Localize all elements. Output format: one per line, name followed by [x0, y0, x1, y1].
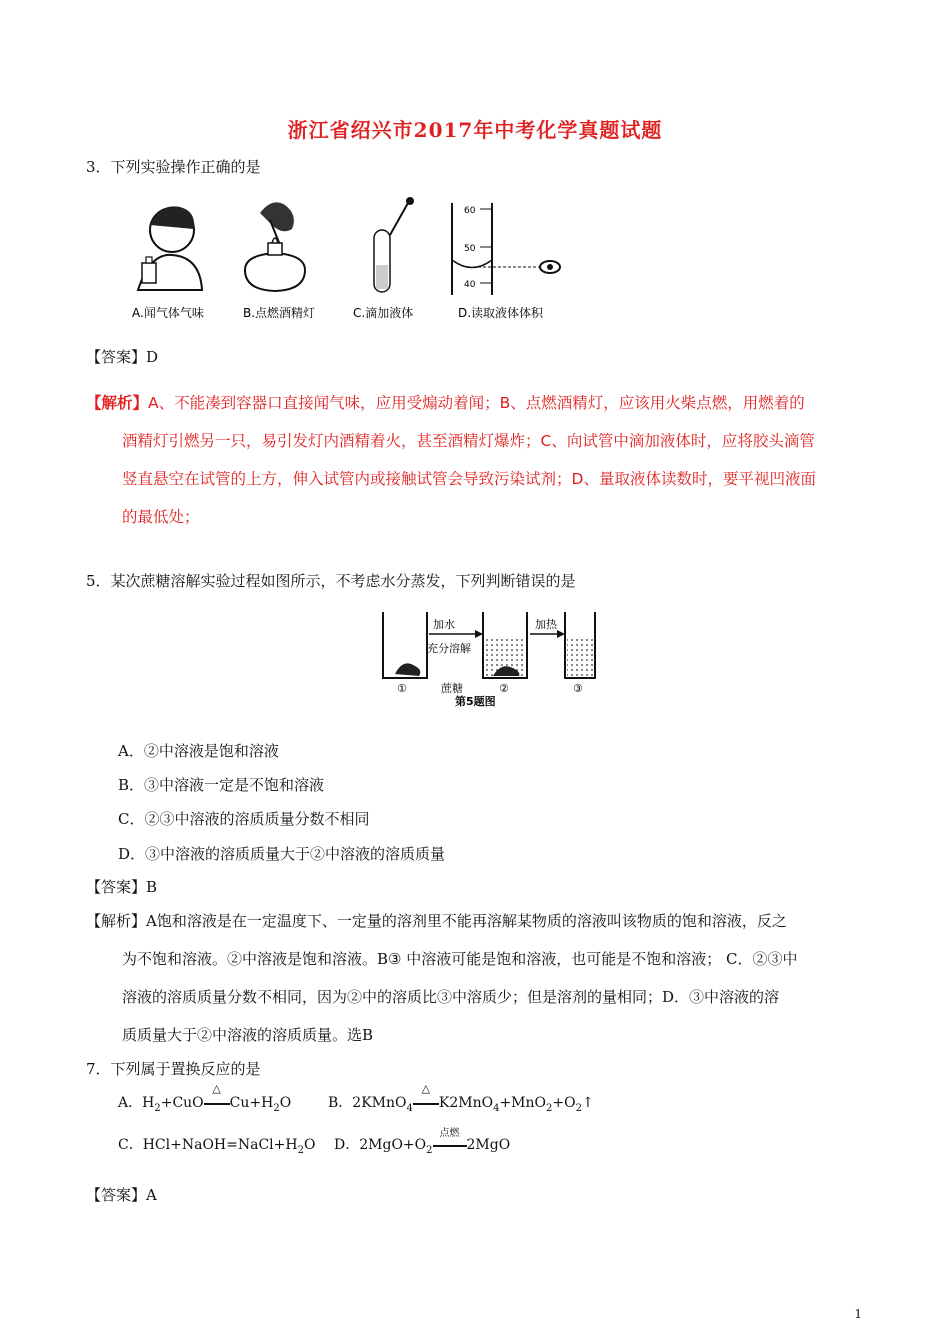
q7-option-a: A．$H_2+CuO$ △ $Cu+H_2O$ [118, 1082, 292, 1114]
page-number: 1 [854, 1307, 862, 1321]
tick-60: 60 [464, 206, 476, 216]
label-beaker-3: ③ [573, 682, 583, 695]
q3-figure [110, 195, 570, 330]
page-title: 浙江省绍兴市2017年中考化学真题试题 [287, 118, 663, 142]
beaker-3 [565, 612, 595, 678]
label-sugar: 蔗糖 [441, 682, 463, 695]
label-beaker-2: ② [499, 682, 509, 695]
tick-40: 40 [464, 280, 476, 290]
q7-answer: 【答案】A [86, 1186, 157, 1204]
q5-stem: 5．某次蔗糖溶解实验过程如图所示，不考虑水分蒸发，下列判断错误的是 [86, 572, 576, 590]
q7-option-b: B．2KMnO$_4$ △ $K2MnO_4+MnO_2+O_2↑$ [328, 1082, 594, 1114]
label-heat: 加热 [535, 618, 557, 631]
heat-condition: △ [204, 1092, 230, 1105]
q5-option-c: C．②③中溶液的溶质质量分数不相同 [118, 810, 370, 828]
q5-option-a: A．②中溶液是饱和溶液 [118, 742, 279, 760]
beaker-2 [483, 612, 527, 678]
q7-stem: 7．下列属于置换反应的是 [86, 1060, 261, 1078]
figure-caption: 第5题图 [455, 695, 496, 708]
q5-figure [375, 608, 600, 708]
heat-condition: △ [413, 1092, 439, 1105]
label-add-water: 加水 [433, 618, 455, 631]
caption-d: D.读取液体体积 [458, 306, 544, 320]
boy-smelling-illustration [138, 206, 202, 290]
dropper-test-tube-illustration [374, 197, 414, 292]
q7-option-d: D．$2MgO+O_2$ 点燃 2MgO [334, 1128, 511, 1156]
tick-50: 50 [464, 244, 476, 254]
caption-a: A.闻气体气味 [132, 306, 204, 320]
label-dissolve: 充分溶解 [427, 642, 471, 655]
beaker-1 [383, 612, 427, 678]
q5-answer: 【答案】B [86, 878, 158, 896]
q5-option-b: B．③中溶液一定是不饱和溶液 [118, 776, 325, 794]
ignite-condition: 点燃 [433, 1134, 467, 1147]
caption-b: B.点燃酒精灯 [243, 306, 316, 320]
q7-option-c: C．$HCl+NaOH=NaCl+H_2O$ [118, 1137, 316, 1156]
q3-answer: 【答案】D [86, 348, 159, 366]
q5-option-d: D．③中溶液的溶质质量大于②中溶液的溶质质量 [118, 845, 446, 863]
alcohol-lamp-illustration [245, 202, 305, 291]
caption-c: C.滴加液体 [353, 306, 414, 320]
q5-explanation: 【解析】A饱和溶液是在一定温度下、一定量的溶剂里不能再溶解某物质的溶液叫该物质的饱和溶液，反之 为不饱和溶液。②中溶液是饱和溶液。B③ 中溶液可能是饱和溶液，也可能是不饱和溶液； C．②③中 溶液的溶质质量分数不相同，因为②中的溶质比③中溶质少；但是溶剂的量相同；D．③中溶液的溶 质质量大于②中溶液的溶质质量。选B [86, 912, 798, 1044]
q3-explanation: 【解析】A、不能凑到容器口直接闻气味，应用受煽动着闻；B、点燃酒精灯，应该用火柴点燃，用燃着的 酒精灯引燃另一只，易引发灯内酒精着火，甚至酒精灯爆炸；C、向试管中滴加液体时，应将胶头滴管 竖直悬空在试管的上方，伸入试管内或接触试管会导致污染试剂；D、量取液体读数时，要平视凹液面 的最低处； [86, 394, 816, 526]
q3-stem: 3．下列实验操作正确的是 [86, 158, 261, 176]
label-beaker-1: ① [397, 682, 407, 695]
